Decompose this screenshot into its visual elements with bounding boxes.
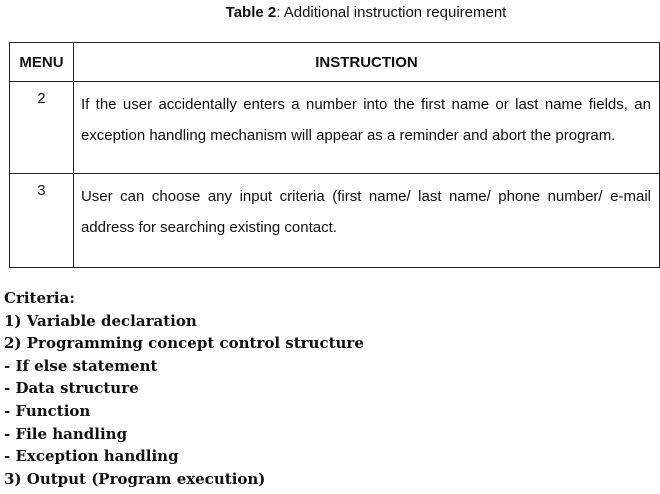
- criteria-item: - File handling: [4, 424, 128, 443]
- menu-number-cell: 3: [10, 174, 74, 268]
- table-caption-text: : Additional instruction requirement: [276, 4, 507, 21]
- table-caption-label: Table 2: [225, 4, 277, 21]
- criteria-list: [4, 287, 364, 490]
- criteria-item: - If else statement: [4, 356, 158, 375]
- table-row: [10, 82, 660, 174]
- table-header-row: [10, 43, 660, 82]
- criteria-item: 3) Output (Program execution): [4, 469, 266, 488]
- table-row: [10, 174, 660, 268]
- instruction-table: [9, 42, 660, 268]
- table-caption: [0, 4, 660, 21]
- instruction-cell: User can choose any input criteria (first name/ last name/ phone number/ e-mail address for searching existing contact.: [73, 174, 659, 268]
- criteria-item: 1) Variable declaration: [4, 311, 197, 330]
- criteria-item: - Data structure: [4, 379, 139, 398]
- criteria-item: 2) Programming concept control structure: [4, 334, 364, 353]
- menu-column-header: MENU: [10, 43, 74, 82]
- criteria-item: - Function: [4, 401, 91, 420]
- instruction-column-header: INSTRUCTION: [73, 43, 659, 82]
- menu-number-cell: 2: [10, 82, 74, 174]
- criteria-item: - Exception handling: [4, 447, 179, 466]
- instruction-cell: If the user accidentally enters a number into the first name or last name fields, an exception handling mechanism will appear as a reminder and abort the program.: [73, 82, 659, 174]
- criteria-heading: Criteria:: [4, 289, 75, 307]
